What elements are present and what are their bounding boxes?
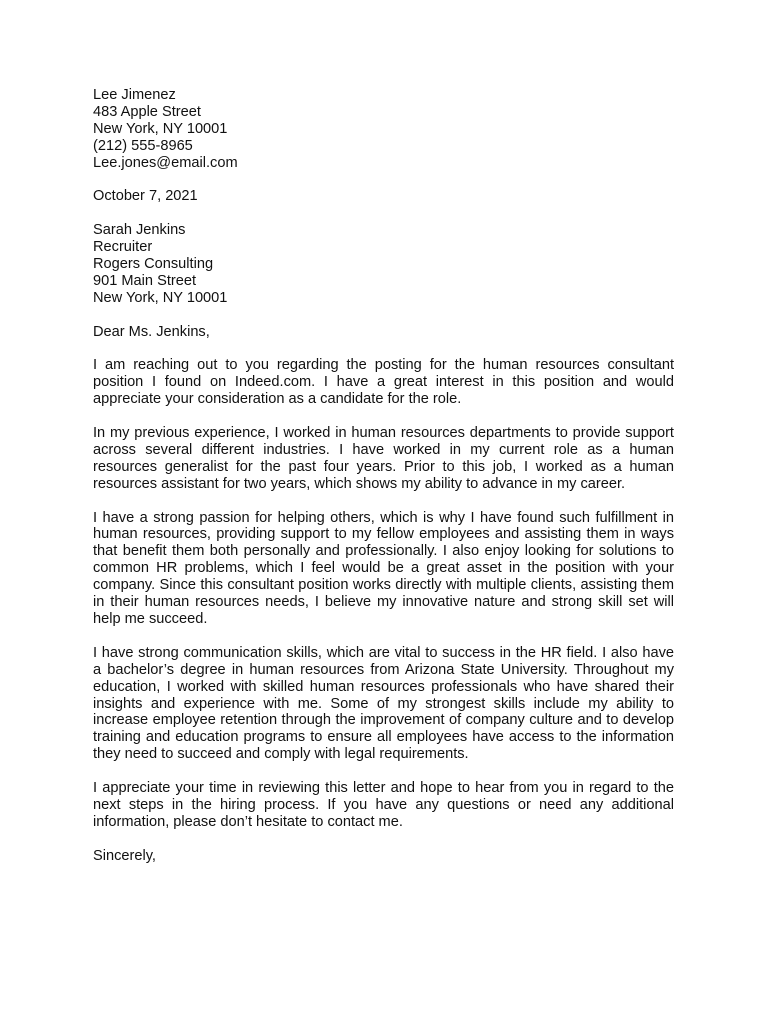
salutation-block <box>93 324 674 341</box>
body-paragraph-experience: In my previous experience, I worked in human resources departments to provide support across several different industries. I have worked in my current role as a human resources generalist for the past four years. Prior to this job, I worked as a human resources assistant for two years, which shows my ability to advance in my career. <box>93 425 674 492</box>
salutation: Dear Ms. Jenkins, <box>93 323 210 340</box>
closing-signoff: Sincerely, <box>93 847 156 864</box>
sender-email: Lee.jones@email.com <box>93 154 238 171</box>
sender-address-block <box>93 87 674 172</box>
sender-city-state-zip: New York, NY 10001 <box>93 120 228 137</box>
cover-letter-page <box>93 87 674 865</box>
sender-name: Lee Jimenez <box>93 87 176 103</box>
recipient-street: 901 Main Street <box>93 272 197 289</box>
recipient-city-state-zip: New York, NY 10001 <box>93 289 228 306</box>
recipient-address-block <box>93 222 674 307</box>
letter-date: October 7, 2021 <box>93 188 198 205</box>
sender-phone: (212) 555-8965 <box>93 137 193 154</box>
body-paragraph-intro: I am reaching out to you regarding the posting for the human resources consultant position I found on Indeed.com. I have a great interest in this position and would appreciate your consideration as a candidate for the role. <box>93 357 674 408</box>
letter-date-block <box>93 188 674 205</box>
sender-street: 483 Apple Street <box>93 103 201 120</box>
recipient-title: Recruiter <box>93 239 153 256</box>
recipient-name: Sarah Jenkins <box>93 222 186 239</box>
recipient-company: Rogers Consulting <box>93 256 214 273</box>
body-paragraph-skills: I have strong communication skills, which are vital to success in the HR field. I also have a bachelor’s degree in human resources from Arizona State University. Throughout my education, I worked with skilled human resources professionals who have shared their insights and experience with me. Some of my strongest skills include my ability to increase employee retention through the improvement of company culture and to develop training and education programs to ensure all employees have access to the information they need to succeed and comply with legal requirements. <box>93 644 674 763</box>
body-paragraph-closing: I appreciate your time in reviewing this letter and hope to hear from you in regard to the next steps in the hiring process. If you have any questions or need any additional information, please don’t hesitate to contact me. <box>93 780 674 830</box>
body-paragraph-passion: I have a strong passion for helping others, which is why I have found such fulfillment in human resources, providing support to my fellow employees and assisting them in ways that benefit them both personally and professionally. I also enjoy looking for solutions to common HR problems, which I feel would be a great asset in the position with your company. Since this consultant position works directly with multiple clients, assisting them in their human resources needs, I believe my innovative nature and strong skill set will help me succeed. <box>93 509 674 627</box>
